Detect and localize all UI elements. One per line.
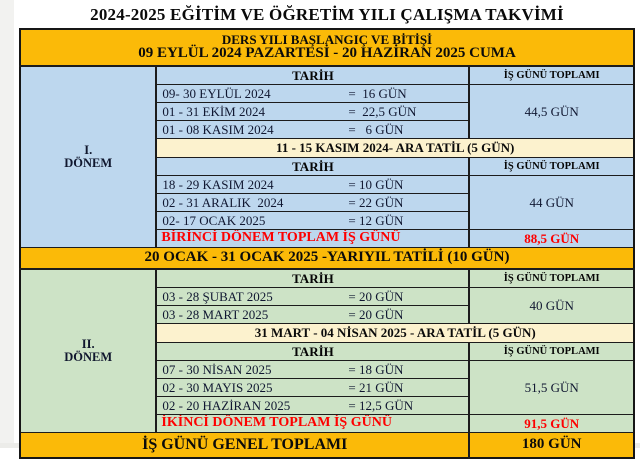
term1-label-line1: I.: [84, 142, 93, 157]
day-count: = 20 GÜN: [348, 306, 404, 322]
date-header-cell: TARİH: [156, 158, 469, 176]
day-count: = 22,5 GÜN: [348, 103, 417, 119]
period-total-cell: 51,5 GÜN: [469, 361, 634, 415]
term1-mid-break-cell: 11 - 15 KASIM 2024- ARA TATİL (5 GÜN): [156, 139, 634, 158]
date-range: 03 - 28 ŞUBAT 2025: [162, 288, 273, 304]
term2-label-line2: DÖNEM: [64, 350, 113, 364]
date-cell: [156, 306, 469, 324]
date-cell: [156, 288, 469, 306]
day-count: = 20 GÜN: [348, 288, 404, 304]
grand-total-row: [20, 433, 634, 459]
date-cell: [156, 103, 469, 121]
term1-header-row-1: [20, 66, 634, 85]
total-header-cell: İŞ GÜNÜ TOPLAMI: [469, 158, 634, 176]
date-cell: [156, 194, 469, 212]
total-header-cell: İŞ GÜNÜ TOPLAMI: [469, 269, 634, 288]
semester-break-cell: 20 OCAK - 31 OCAK 2025 -YARIYIL TATİLİ (10 GÜN): [20, 248, 634, 270]
date-range: 03 - 28 MART 2025: [162, 306, 269, 322]
period-total-cell: 44 GÜN: [469, 176, 634, 230]
date-range: 18 - 29 KASIM 2024: [162, 176, 274, 192]
date-header-cell: TARİH: [156, 343, 469, 361]
term1-label-line2: DÖNEM: [64, 156, 113, 170]
term1-sum-label: BİRİNCİ DÖNEM TOPLAM İŞ GÜNÜ: [156, 230, 469, 248]
calendar-table: [19, 28, 635, 459]
term2-mid-break-cell: 31 MART - 04 NİSAN 2025 - ARA TATİL (5 GÜN): [156, 324, 634, 343]
date-range: 09- 30 EYLÜL 2024: [162, 85, 271, 101]
date-header-cell: TARİH: [156, 269, 469, 288]
term2-label-line1: II.: [81, 336, 95, 351]
total-header-cell: İŞ GÜNÜ TOPLAMI: [469, 66, 634, 85]
grand-total-value: 180 GÜN: [469, 433, 634, 459]
day-count: = 21 GÜN: [348, 379, 404, 395]
date-cell: [156, 121, 469, 139]
date-range: 02- 17 OCAK 2025: [162, 212, 266, 228]
period-total-cell: 44,5 GÜN: [469, 85, 634, 139]
date-cell: [156, 397, 469, 415]
term2-label-cell: [20, 269, 156, 433]
page-title: 2024-2025 EĞİTİM VE ÖĞRETİM YILI ÇALIŞMA TAKVİMİ: [90, 5, 564, 24]
day-count: = 10 GÜN: [348, 176, 404, 192]
date-cell: [156, 361, 469, 379]
date-cell: [156, 379, 469, 397]
term1-label-cell: [20, 66, 156, 248]
day-count: = 18 GÜN: [348, 361, 404, 377]
date-range: 02 - 31 ARALIK 2024: [162, 194, 284, 210]
grand-total-label: İŞ GÜNÜ GENEL TOPLAMI: [20, 433, 469, 459]
term2-sum-value: 91,5 GÜN: [469, 415, 634, 433]
date-range: 01 - 08 KASIM 2024: [162, 121, 274, 137]
day-count: = 6 GÜN: [348, 121, 404, 137]
day-count: = 16 GÜN: [348, 85, 407, 101]
date-cell: [156, 85, 469, 103]
date-cell: [156, 212, 469, 230]
date-range: 07 - 30 NİSAN 2025: [162, 361, 272, 377]
term2-header-row-1: [20, 269, 634, 288]
date-range: 01 - 31 EKİM 2024: [162, 103, 265, 119]
day-count: = 12,5 GÜN: [348, 397, 414, 413]
day-count: = 22 GÜN: [348, 194, 404, 210]
banner-row: [20, 29, 634, 66]
calendar-page: [19, 5, 635, 459]
total-header-cell: İŞ GÜNÜ TOPLAMI: [469, 343, 634, 361]
banner-cell: [20, 29, 634, 66]
banner-line2: 09 EYLÜL 2024 PAZARTESİ - 20 HAZİRAN 2025 CUMA: [138, 45, 516, 62]
banner-line1: DERS YILI BAŞLANGIÇ VE BİTİŞİ: [221, 31, 433, 47]
term2-sum-label: İKİNCİ DÖNEM TOPLAM İŞ GÜNÜ: [156, 415, 469, 433]
period-total-cell: 40 GÜN: [469, 288, 634, 324]
day-count: = 12 GÜN: [348, 212, 404, 228]
page-edge-left: [0, 0, 14, 448]
date-header-cell: TARİH: [156, 66, 469, 85]
date-cell: [156, 176, 469, 194]
semester-break-row: [20, 248, 634, 270]
date-range: 02 - 20 HAZİRAN 2025: [162, 397, 291, 413]
date-range: 02 - 30 MAYIS 2025: [162, 379, 273, 395]
term1-sum-value: 88,5 GÜN: [469, 230, 634, 248]
